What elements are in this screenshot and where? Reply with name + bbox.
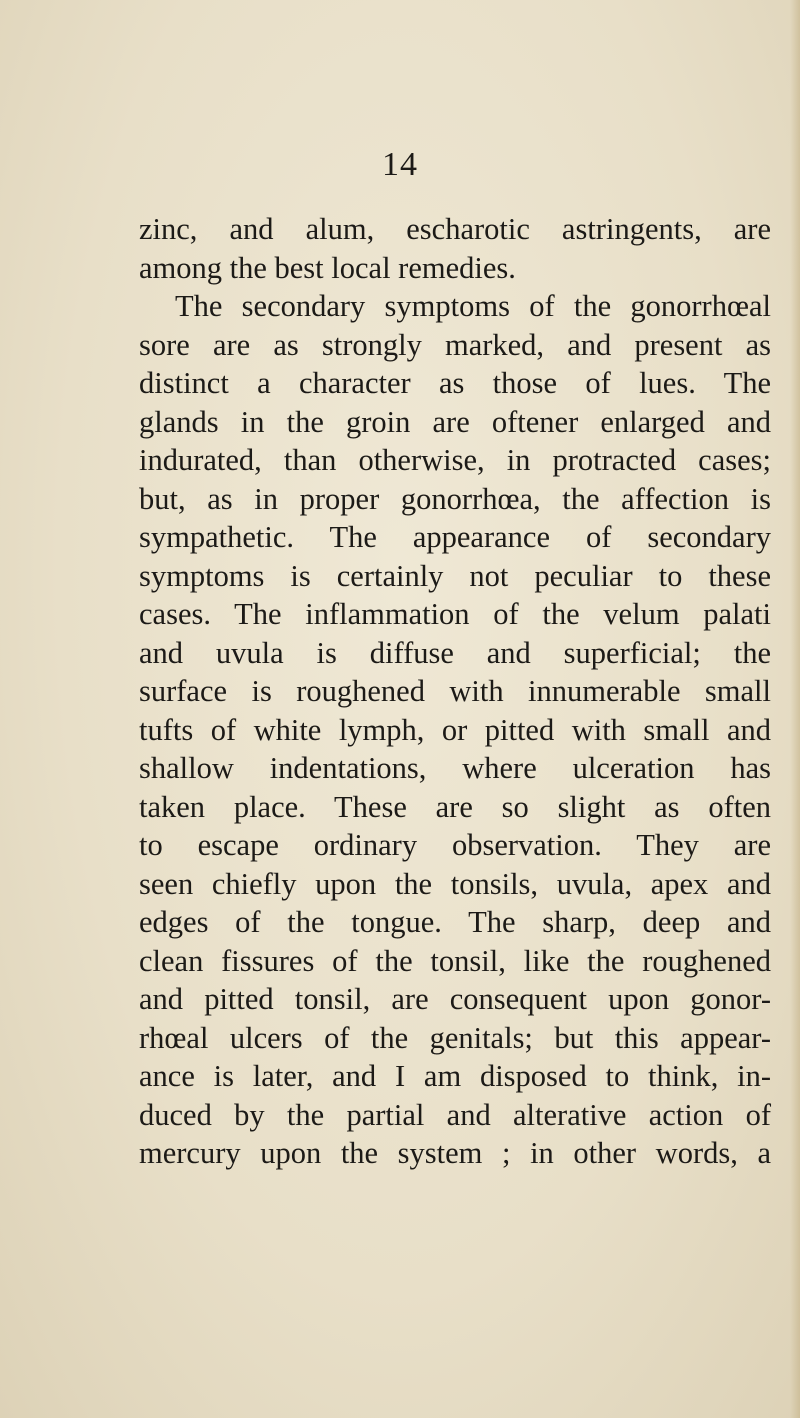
text-line: ance is later, and I am disposed to think, in-: [139, 1059, 771, 1093]
text-line: rhœal ulcers of the genitals; but this appear-: [139, 1020, 771, 1055]
text-line: taken place. These are so slight as often: [139, 789, 771, 824]
text-line: among the best local remedies.: [139, 250, 516, 285]
text-line: glands in the groin are oftener enlarged and: [139, 404, 771, 439]
body-text: [139, 210, 771, 1173]
text-line: shallow indentations, where ulceration has: [139, 751, 771, 785]
text-line: seen chiefly upon the tonsils, uvula, apex and: [139, 866, 771, 901]
text-line: clean fissures of the tonsil, like the roughened: [139, 943, 771, 978]
text-line: tufts of white lymph, or pitted with small and: [139, 712, 771, 747]
text-line: and pitted tonsil, are consequent upon gonor-: [139, 982, 771, 1016]
text-line: sympathetic. The appearance of secondary: [139, 520, 771, 554]
text-line: symptoms is certainly not peculiar to these: [139, 558, 771, 593]
text-line: but, as in proper gonorrhœa, the affection is: [139, 481, 771, 516]
text-line: to escape ordinary observation. They are: [139, 828, 771, 862]
text-line: surface is roughened with innumerable small: [139, 674, 771, 708]
text-line: sore are as strongly marked, and present as: [139, 327, 771, 362]
text-line: mercury upon the system ; in other words, a: [139, 1136, 771, 1170]
text-line: cases. The inflammation of the velum palati: [139, 597, 771, 631]
page-number: 14: [382, 146, 418, 183]
text-line: indurated, than otherwise, in protracted cases;: [139, 443, 771, 477]
text-line: duced by the partial and alterative action of: [139, 1097, 771, 1132]
text-line: edges of the tongue. The sharp, deep and: [139, 905, 771, 939]
page-edge-shadow: [790, 0, 800, 1418]
text-line: distinct a character as those of lues. The: [139, 366, 771, 400]
text-line: The secondary symptoms of the gonorrhœal: [175, 289, 771, 323]
text-line: and uvula is diffuse and superficial; the: [139, 635, 771, 670]
text-line: zinc, and alum, escharotic astringents, are: [139, 212, 771, 246]
